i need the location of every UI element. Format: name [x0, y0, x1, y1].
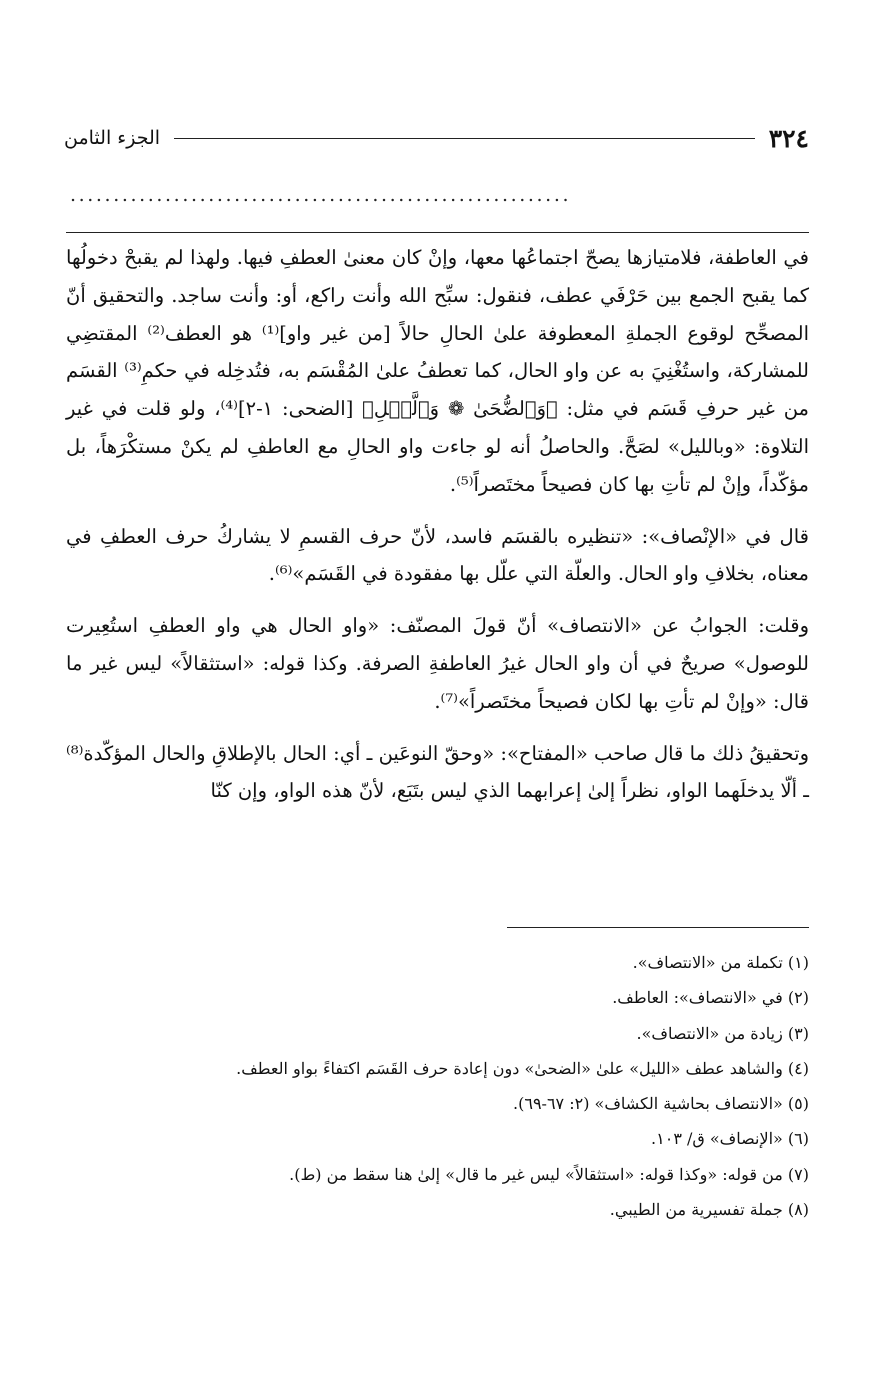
paragraph: في العاطفة، فلامتيازها يصحّ اجتماعُها معها، وإنْ كان معنىٰ العطفِ فيها. ولهذا لم يقبحْ دخولُها كما يقبح الجمع بين حَرْفَي عطف، فنقول: سبِّح الله وأنت راكع، أو: وأنت ساجد. والتحقيق أنّ المصحِّح لوقوع الجملةِ المعطوفة علىٰ الحالِ حالاً [من غير واو]⁽¹⁾ هو العطف⁽²⁾ المقتضِي للمشاركة، واستُغْنِيَ به عن واو الحال، كما تعطفُ علىٰ المُقْسَم به، فتُدخِله في حكمِ⁽³⁾ القسَم من غير حرفِ قَسَم في مثل: ﴿وَٱلضُّحَىٰ ❁ وَٱلَّيۡلِ﴾ [الضحى: ١-٢]⁽⁴⁾، ولو قلت في غير التلاوة: «وبالليل» لصَحَّ. والحاصلُ أنه لو جاءت واو الحالِ مع العاطفِ لم يكنْ مستكْرَهاً، بل مؤكّداً، وإنْ لم تأتِ بها كان فصيحاً مختَصراً⁽⁵⁾.	[66, 246, 810, 496]
omission-dots: ..........................................................	[70, 184, 572, 206]
footnote: (٧) من قوله: «وكذا قوله: «استثقالاً» ليس غير ما قال» إلىٰ هنا سقط من (ط).	[289, 1164, 809, 1184]
volume-title: الجزء الثامن	[64, 127, 161, 149]
page-header	[64, 116, 809, 160]
footnotes	[66, 945, 809, 1227]
footnote: (٦) «الإنصاف» ق/ ١٠٣.	[651, 1129, 809, 1149]
paragraph: وقلت: الجوابُ عن «الانتصاف» أنّ قولَ المصنّف: «واو الحال هي واو العطفِ استُعِيرت للوصول» صريحٌ في أن واو الحال غيرُ العاطفةِ الصرفة. وكذا قوله: «استثقالاً» ليس غير ما قال: «وإنْ لم تأتِ بها لكان فصيحاً مختَصراً»⁽⁷⁾.	[66, 614, 809, 713]
footnote-separator	[507, 927, 809, 928]
page-number: ٣٢٤	[768, 123, 809, 153]
paragraph: قال في «الإنْصاف»: «تنظيره بالقسَم فاسد، لأنّ حرف القسمِ لا يشاركُ حرف العطفِ في معناه، بخلافِ واو الحال. والعلّة التي علّل بها مفقودة في القَسَم»⁽⁶⁾.	[66, 524, 809, 586]
main-text	[66, 239, 809, 810]
footnote: (٤) والشاهد عطف «الليل» علىٰ «الضحىٰ» دون إعادة حرف القَسَم اكتفاءً بواو العطف.	[236, 1058, 809, 1078]
body-top-rule	[66, 232, 809, 233]
footnote: (٨) جملة تفسيرية من الطيبي.	[609, 1200, 809, 1220]
footnote: (١) تكملة من «الانتصاف».	[632, 953, 809, 972]
footnote: (٥) «الانتصاف بحاشية الكشاف» (٢: ٦٧-٦٩).	[513, 1094, 809, 1114]
paragraph: وتحقيقُ ذلك ما قال صاحب «المفتاح»: «وحقّ النوعَين ـ أي: الحال بالإطلاقِ والحال المؤكّدة⁽⁸⁾ ـ ألّا يدخلَهما الواو، نظراً إلىٰ إعرابهما الذي ليس بتَبَع، لأنّ هذه الواو، وإن كنّا	[66, 741, 809, 803]
footnote: (٢) في «الانتصاف»: العاطف.	[612, 988, 809, 1008]
footnote: (٣) زيادة من «الانتصاف».	[636, 1023, 809, 1043]
header-rule	[174, 138, 755, 139]
